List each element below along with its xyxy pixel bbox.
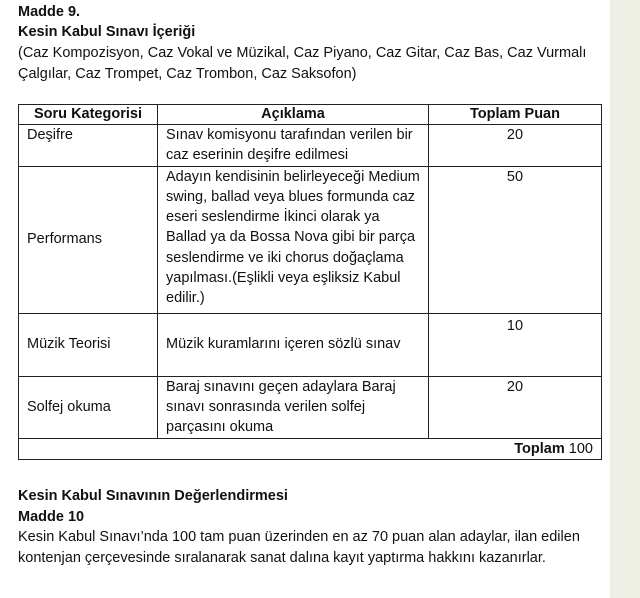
table-header-row (19, 105, 602, 125)
table-row (19, 166, 602, 313)
evaluation-paragraph: Kesin Kabul Sınavı’nda 100 tam puan üzerinden en az 70 puan alan adaylar, ilan edilen kontenjan çerçevesinde sıralanarak sanat dalına kayıt yaptırma hakkını kazanırlar. (18, 529, 580, 566)
subtitle-line-1: (Caz Kompozisyon, Caz Vokal ve Müzikal, Caz Piyano, Caz Gitar, Caz Bas, Caz Vurmalı (18, 45, 587, 61)
row-category: Performans (19, 166, 158, 313)
row-points: 50 (429, 166, 602, 313)
table-row (19, 125, 602, 167)
madde-9-heading: Madde 9. (18, 4, 81, 20)
total-value: 100 (568, 440, 593, 457)
row-points: 20 (429, 125, 602, 167)
row-description: Müzik kuramlarını içeren sözlü sınav (158, 313, 429, 376)
total-cell (19, 438, 602, 459)
row-category: Deşifre (19, 125, 158, 167)
row-category: Müzik Teorisi (19, 313, 158, 376)
table-total-row (19, 438, 602, 459)
row-description: Sınav komisyonu tarafından verilen bir caz eserinin deşifre edilmesi (158, 125, 429, 167)
subtitle-line-2: Çalgılar, Caz Trompet, Caz Trombon, Caz Saksofon) (18, 66, 357, 82)
header-description: Açıklama (158, 105, 429, 125)
total-label: Toplam (514, 440, 565, 457)
row-points: 20 (429, 376, 602, 438)
madde-10-heading: Madde 10 (18, 509, 85, 525)
header-points: Toplam Puan (429, 105, 602, 125)
row-description: Baraj sınavını geçen adaylara Baraj sınavı sonrasında verilen solfej parçasını okuma (158, 376, 429, 438)
exam-content-table (18, 104, 602, 460)
row-description: Adayın kendisinin belirleyeceği Medium swing, ballad veya blues formunda caz eseri seslendirme İkinci olarak ya Ballad ya da Bossa Nova gibi bir parça seslendirme ve iki chorus doğaçlama yapılması.(Eşlikli veya eşliksiz Kabul edilir.) (158, 166, 429, 313)
right-margin-strip (610, 0, 640, 598)
row-category: Solfej okuma (19, 376, 158, 438)
row-points: 10 (429, 313, 602, 376)
table-row (19, 376, 602, 438)
table-row (19, 313, 602, 376)
evaluation-title: Kesin Kabul Sınavının Değerlendirmesi (18, 488, 288, 504)
header-category: Soru Kategorisi (19, 105, 158, 125)
section-title: Kesin Kabul Sınavı İçeriği (18, 24, 196, 40)
